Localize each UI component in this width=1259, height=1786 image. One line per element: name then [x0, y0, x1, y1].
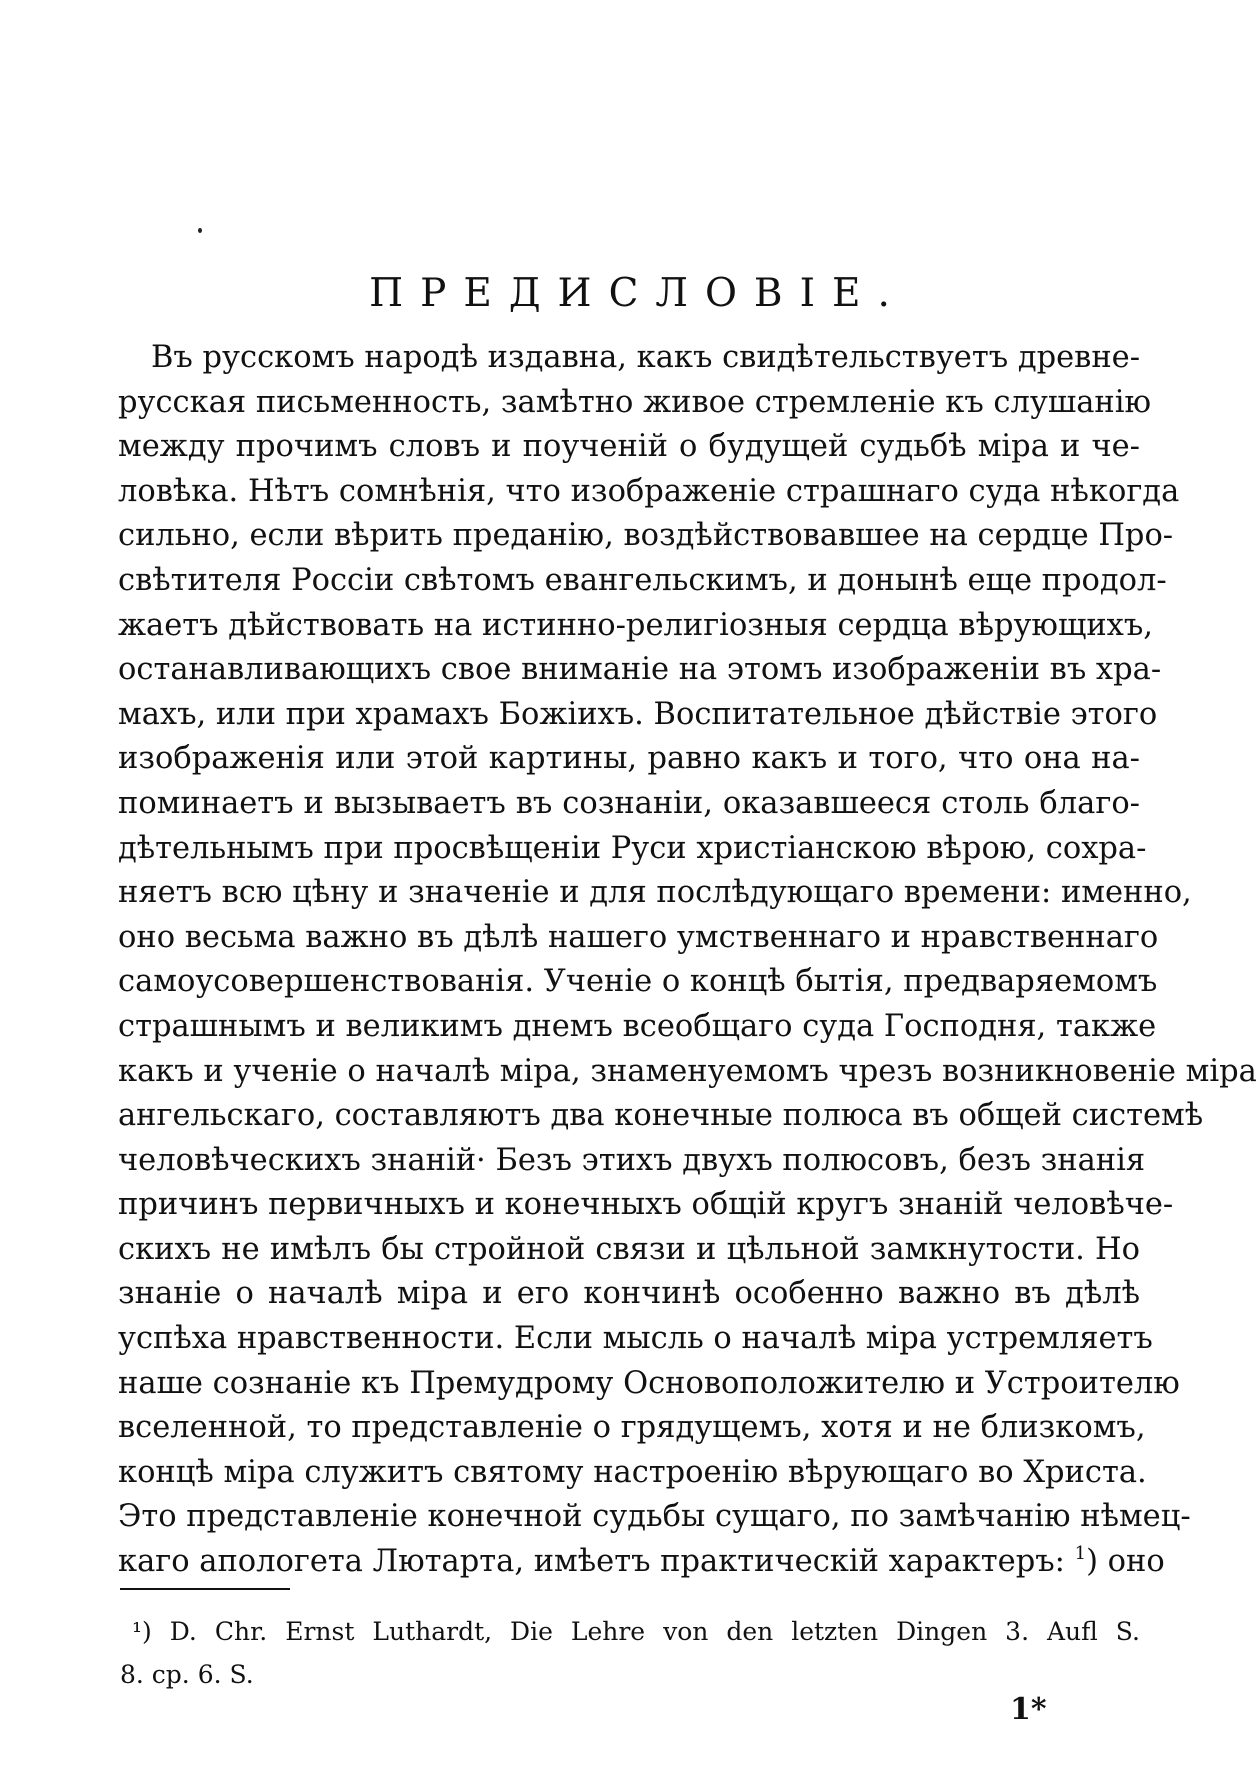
preface-body [118, 336, 1257, 1585]
text-line: страшнымъ и великимъ днемъ всеобщаго суда Господня, также [118, 1008, 1157, 1044]
text-line: русская письменность, замѣтно живое стремленіе къ слушанію [118, 384, 1152, 420]
footnote-marker: ¹) [132, 1617, 152, 1646]
text-line: останавливающихъ свое вниманіе на этомъ изображеніи въ хра- [118, 652, 1162, 688]
text-line: человѣческихъ знаній· Безъ этихъ двухъ полюсовъ, безъ знанія [118, 1142, 1146, 1178]
text-line: знаніе о началѣ міра и его кончинѣ особенно важно въ дѣлѣ [118, 1276, 1140, 1312]
text-line: наше сознаніе къ Премудрому Основоположителю и Устроителю [118, 1365, 1180, 1401]
text-line: махъ, или при храмахъ Божіихъ. Воспитательное дѣйствіе этого [118, 696, 1158, 732]
text-line-last-main: каго апологета Лютарта, имѣетъ практическій характеръ: [118, 1544, 1075, 1580]
text-line-last-tail: ) оно [1086, 1544, 1165, 1580]
text-line: поминаетъ и вызываетъ въ сознаніи, оказавшееся столь благо- [118, 785, 1140, 821]
text-line: самоусовершенствованія. Ученіе о концѣ бытія, предваряемомъ [118, 964, 1158, 1000]
text-line: свѣтителя Россіи свѣтомъ евангельскимъ, и донынѣ еще продол- [118, 562, 1167, 598]
text-line: успѣха нравственности. Если мысль о началѣ міра устремляетъ [118, 1321, 1153, 1357]
text-line: Въ русскомъ народѣ издавна, какъ свидѣтельствуетъ древне- [151, 340, 1141, 375]
footnote-line [120, 1610, 1140, 1653]
footnote-reference[interactable]: 1 [1074, 1543, 1087, 1565]
text-line: вселенной, то представленіе о грядущемъ, хотя и не близкомъ, [118, 1410, 1146, 1446]
text-line: няетъ всю цѣну и значеніе и для послѣдующаго времени: именно, [118, 875, 1192, 911]
text-line: Это представленіе конечной судьбы сущаго, по замѣчанію нѣмец- [118, 1499, 1191, 1535]
text-line: жаетъ дѣйствовать на истинно-религіозныя сердца вѣрующихъ, [118, 607, 1153, 643]
text-line: оно весьма важно въ дѣлѣ нашего умственнаго и нравственнаго [118, 919, 1159, 955]
footnote [120, 1610, 1140, 1696]
text-line: какъ и ученіе о началѣ міра, знаменуемомъ чрезъ возникновеніе міра [118, 1053, 1257, 1089]
footnote-line: 8. ср. 6. S. [120, 1660, 254, 1689]
page-number: 1* [1010, 1692, 1047, 1727]
footnote-divider [120, 1588, 290, 1590]
text-line: концѣ міра служитъ святому настроенію вѣрующаго во Христа. [118, 1454, 1147, 1490]
page-title: ПРЕДИСЛОВІЕ. [369, 271, 907, 317]
text-line: дѣтельнымъ при просвѣщеніи Руси христіанскою вѣрою, сохра- [118, 830, 1147, 866]
text-line: изображенія или этой картины, равно какъ и того, что она на- [118, 741, 1140, 777]
text-line: ангельскаго, составляютъ два конечные полюса въ общей системѣ [118, 1098, 1204, 1134]
text-line: скихъ не имѣлъ бы стройной связи и цѣльной замкнутости. Но [118, 1231, 1140, 1267]
print-speck [198, 228, 202, 233]
text-line: ловѣка. Нѣтъ сомнѣнія, что изображеніе страшнаго суда нѣкогда [118, 473, 1180, 509]
text-line: между прочимъ словъ и поученій о будущей судьбѣ міра и че- [118, 429, 1140, 465]
text-line: сильно, если вѣрить преданію, воздѣйствовавшее на сердце Про- [118, 518, 1174, 554]
text-line-last [118, 1540, 1165, 1585]
text-line: причинъ первичныхъ и конечныхъ общій кругъ знаній человѣче- [118, 1187, 1174, 1223]
footnote-text: D. Chr. Ernst Luthardt, Die Lehre von den letzten Dingen 3. Aufl S. [169, 1617, 1140, 1646]
